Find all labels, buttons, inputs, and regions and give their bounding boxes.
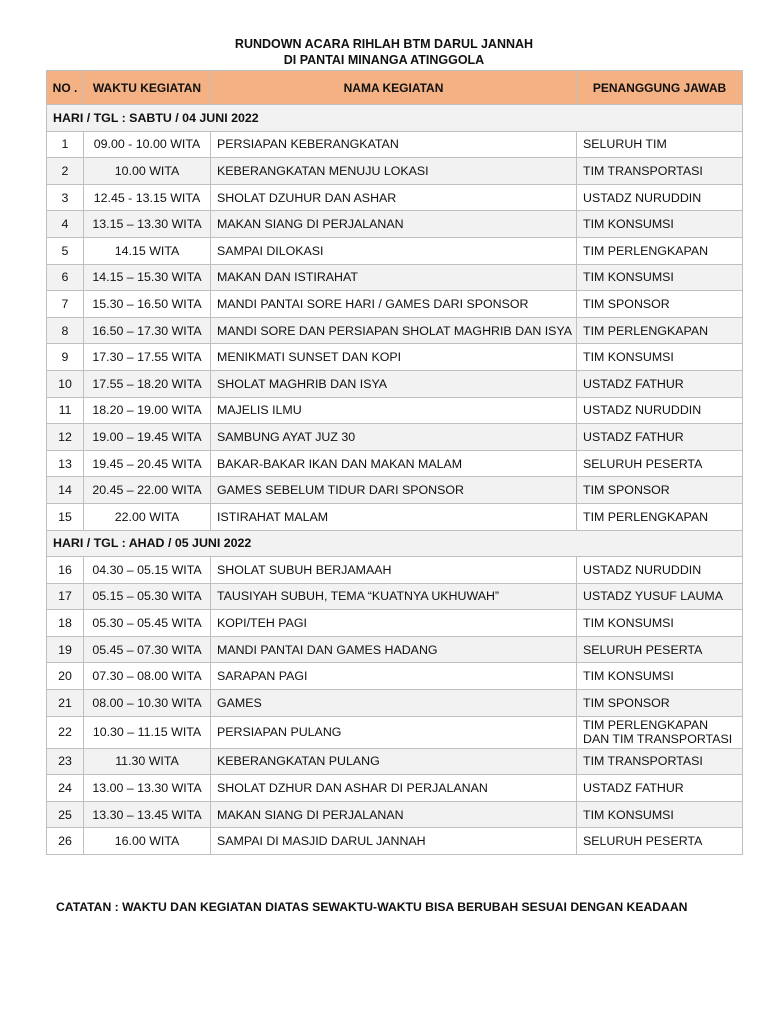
table-body bbox=[47, 105, 743, 855]
day2-label: HARI / TGL : AHAD / 05 JUNI 2022 bbox=[47, 530, 743, 557]
table-row bbox=[47, 690, 743, 717]
row-number: 20 bbox=[47, 663, 84, 690]
row-pic: TIM SPONSOR bbox=[577, 477, 743, 504]
table-row bbox=[47, 716, 743, 748]
row-pic: TIM TRANSPORTASI bbox=[577, 748, 743, 775]
table-row bbox=[47, 557, 743, 584]
row-time: 17.30 – 17.55 WITA bbox=[84, 344, 211, 371]
row-activity: SHOLAT DZUHUR DAN ASHAR bbox=[211, 184, 577, 211]
row-activity: SHOLAT MAGHRIB DAN ISYA bbox=[211, 370, 577, 397]
table-row bbox=[47, 583, 743, 610]
row-pic: USTADZ FATHUR bbox=[577, 775, 743, 802]
table-row bbox=[47, 317, 743, 344]
row-pic: TIM SPONSOR bbox=[577, 291, 743, 318]
row-number: 3 bbox=[47, 184, 84, 211]
row-number: 8 bbox=[47, 317, 84, 344]
row-number: 7 bbox=[47, 291, 84, 318]
row-time: 05.45 – 07.30 WITA bbox=[84, 636, 211, 663]
row-number: 26 bbox=[47, 828, 84, 855]
table-row bbox=[47, 370, 743, 397]
table-row bbox=[47, 503, 743, 530]
row-activity: SHOLAT DZHUR DAN ASHAR DI PERJALANAN bbox=[211, 775, 577, 802]
row-number: 2 bbox=[47, 158, 84, 185]
row-time: 05.15 – 05.30 WITA bbox=[84, 583, 211, 610]
header-activity: NAMA KEGIATAN bbox=[211, 71, 577, 105]
row-activity: SARAPAN PAGI bbox=[211, 663, 577, 690]
row-number: 13 bbox=[47, 450, 84, 477]
row-number: 18 bbox=[47, 610, 84, 637]
row-time: 19.45 – 20.45 WITA bbox=[84, 450, 211, 477]
table-header-row bbox=[47, 71, 743, 105]
row-number: 16 bbox=[47, 557, 84, 584]
row-activity: SAMBUNG AYAT JUZ 30 bbox=[211, 424, 577, 451]
row-number: 21 bbox=[47, 690, 84, 717]
row-pic: USTADZ FATHUR bbox=[577, 424, 743, 451]
row-pic: TIM TRANSPORTASI bbox=[577, 158, 743, 185]
row-number: 1 bbox=[47, 131, 84, 158]
document-title: RUNDOWN ACARA RIHLAH BTM DARUL JANNAH bbox=[234, 37, 534, 51]
table-row bbox=[47, 397, 743, 424]
row-number: 4 bbox=[47, 211, 84, 238]
row-activity: KEBERANGKATAN MENUJU LOKASI bbox=[211, 158, 577, 185]
table-row bbox=[47, 801, 743, 828]
row-pic: TIM KONSUMSI bbox=[577, 264, 743, 291]
row-pic: USTADZ YUSUF LAUMA bbox=[577, 583, 743, 610]
row-time: 10.30 – 11.15 WITA bbox=[84, 716, 211, 748]
table-row bbox=[47, 184, 743, 211]
row-time: 08.00 – 10.30 WITA bbox=[84, 690, 211, 717]
row-pic: TIM KONSUMSI bbox=[577, 663, 743, 690]
table-row bbox=[47, 748, 743, 775]
row-pic: SELURUH PESERTA bbox=[577, 636, 743, 663]
table-row bbox=[47, 775, 743, 802]
row-time: 09.00 - 10.00 WITA bbox=[84, 131, 211, 158]
table-row bbox=[47, 636, 743, 663]
row-number: 22 bbox=[47, 716, 84, 748]
table-row bbox=[47, 450, 743, 477]
row-time: 07.30 – 08.00 WITA bbox=[84, 663, 211, 690]
row-time: 12.45 - 13.15 WITA bbox=[84, 184, 211, 211]
row-time: 16.50 – 17.30 WITA bbox=[84, 317, 211, 344]
table-row bbox=[47, 131, 743, 158]
row-pic: TIM KONSUMSI bbox=[577, 610, 743, 637]
row-pic: TIM KONSUMSI bbox=[577, 344, 743, 371]
table-row bbox=[47, 477, 743, 504]
row-time: 11.30 WITA bbox=[84, 748, 211, 775]
row-activity: GAMES bbox=[211, 690, 577, 717]
row-pic: TIM PERLENGKAPAN DAN TIM TRANSPORTASI bbox=[577, 716, 743, 748]
table-row bbox=[47, 158, 743, 185]
header-no: NO . bbox=[47, 71, 84, 105]
row-time: 14.15 WITA bbox=[84, 237, 211, 264]
row-number: 17 bbox=[47, 583, 84, 610]
row-pic: USTADZ NURUDDIN bbox=[577, 184, 743, 211]
row-number: 9 bbox=[47, 344, 84, 371]
row-pic: TIM PERLENGKAPAN bbox=[577, 317, 743, 344]
table-row bbox=[47, 828, 743, 855]
table-row bbox=[47, 663, 743, 690]
row-time: 18.20 – 19.00 WITA bbox=[84, 397, 211, 424]
row-pic: SELURUH PESERTA bbox=[577, 450, 743, 477]
row-number: 24 bbox=[47, 775, 84, 802]
row-pic: TIM SPONSOR bbox=[577, 690, 743, 717]
table-row bbox=[47, 424, 743, 451]
day-header-row bbox=[47, 105, 743, 132]
row-activity: MAKAN SIANG DI PERJALANAN bbox=[211, 211, 577, 238]
row-pic: SELURUH PESERTA bbox=[577, 828, 743, 855]
row-pic: TIM KONSUMSI bbox=[577, 801, 743, 828]
document-subtitle: DI PANTAI MINANGA ATINGGOLA bbox=[283, 53, 485, 67]
row-number: 6 bbox=[47, 264, 84, 291]
table-row bbox=[47, 291, 743, 318]
row-number: 25 bbox=[47, 801, 84, 828]
row-activity: PERSIAPAN PULANG bbox=[211, 716, 577, 748]
table-row bbox=[47, 344, 743, 371]
day-header-row bbox=[47, 530, 743, 557]
row-number: 10 bbox=[47, 370, 84, 397]
table-row bbox=[47, 264, 743, 291]
row-time: 19.00 – 19.45 WITA bbox=[84, 424, 211, 451]
row-pic: SELURUH TIM bbox=[577, 131, 743, 158]
row-number: 12 bbox=[47, 424, 84, 451]
rundown-table bbox=[46, 70, 743, 855]
row-activity: MENIKMATI SUNSET DAN KOPI bbox=[211, 344, 577, 371]
row-activity: PERSIAPAN KEBERANGKATAN bbox=[211, 131, 577, 158]
row-time: 13.00 – 13.30 WITA bbox=[84, 775, 211, 802]
table-row bbox=[47, 211, 743, 238]
row-pic: TIM KONSUMSI bbox=[577, 211, 743, 238]
row-number: 5 bbox=[47, 237, 84, 264]
header-pic: PENANGGUNG JAWAB bbox=[577, 71, 743, 105]
header-time: WAKTU KEGIATAN bbox=[84, 71, 211, 105]
row-number: 19 bbox=[47, 636, 84, 663]
row-time: 17.55 – 18.20 WITA bbox=[84, 370, 211, 397]
row-pic: USTADZ FATHUR bbox=[577, 370, 743, 397]
row-pic: TIM PERLENGKAPAN bbox=[577, 503, 743, 530]
row-time: 13.30 – 13.45 WITA bbox=[84, 801, 211, 828]
row-time: 13.15 – 13.30 WITA bbox=[84, 211, 211, 238]
row-time: 16.00 WITA bbox=[84, 828, 211, 855]
footnote: CATATAN : WAKTU DAN KEGIATAN DIATAS SEWAKTU-WAKTU BISA BERUBAH SESUAI DENGAN KEADAAN bbox=[56, 900, 688, 914]
row-activity: MAKAN SIANG DI PERJALANAN bbox=[211, 801, 577, 828]
row-activity: ISTIRAHAT MALAM bbox=[211, 503, 577, 530]
row-time: 05.30 – 05.45 WITA bbox=[84, 610, 211, 637]
row-activity: SAMPAI DILOKASI bbox=[211, 237, 577, 264]
row-activity: SAMPAI DI MASJID DARUL JANNAH bbox=[211, 828, 577, 855]
row-activity: KEBERANGKATAN PULANG bbox=[211, 748, 577, 775]
row-pic: TIM PERLENGKAPAN bbox=[577, 237, 743, 264]
row-activity: TAUSIYAH SUBUH, TEMA “KUATNYA UKHUWAH” bbox=[211, 583, 577, 610]
row-activity: GAMES SEBELUM TIDUR DARI SPONSOR bbox=[211, 477, 577, 504]
table-row bbox=[47, 610, 743, 637]
row-time: 14.15 – 15.30 WITA bbox=[84, 264, 211, 291]
row-activity: MANDI PANTAI SORE HARI / GAMES DARI SPONSOR bbox=[211, 291, 577, 318]
row-activity: BAKAR-BAKAR IKAN DAN MAKAN MALAM bbox=[211, 450, 577, 477]
row-time: 04.30 – 05.15 WITA bbox=[84, 557, 211, 584]
row-time: 10.00 WITA bbox=[84, 158, 211, 185]
row-pic: USTADZ NURUDDIN bbox=[577, 557, 743, 584]
row-time: 22.00 WITA bbox=[84, 503, 211, 530]
table-row bbox=[47, 237, 743, 264]
row-number: 14 bbox=[47, 477, 84, 504]
row-time: 15.30 – 16.50 WITA bbox=[84, 291, 211, 318]
row-number: 23 bbox=[47, 748, 84, 775]
row-activity: MAJELIS ILMU bbox=[211, 397, 577, 424]
row-number: 15 bbox=[47, 503, 84, 530]
row-number: 11 bbox=[47, 397, 84, 424]
row-activity: MAKAN DAN ISTIRAHAT bbox=[211, 264, 577, 291]
row-activity: MANDI PANTAI DAN GAMES HADANG bbox=[211, 636, 577, 663]
row-activity: MANDI SORE DAN PERSIAPAN SHOLAT MAGHRIB DAN ISYA bbox=[211, 317, 577, 344]
row-activity: KOPI/TEH PAGI bbox=[211, 610, 577, 637]
row-time: 20.45 – 22.00 WITA bbox=[84, 477, 211, 504]
row-pic: USTADZ NURUDDIN bbox=[577, 397, 743, 424]
day1-label: HARI / TGL : SABTU / 04 JUNI 2022 bbox=[47, 105, 743, 132]
row-activity: SHOLAT SUBUH BERJAMAAH bbox=[211, 557, 577, 584]
